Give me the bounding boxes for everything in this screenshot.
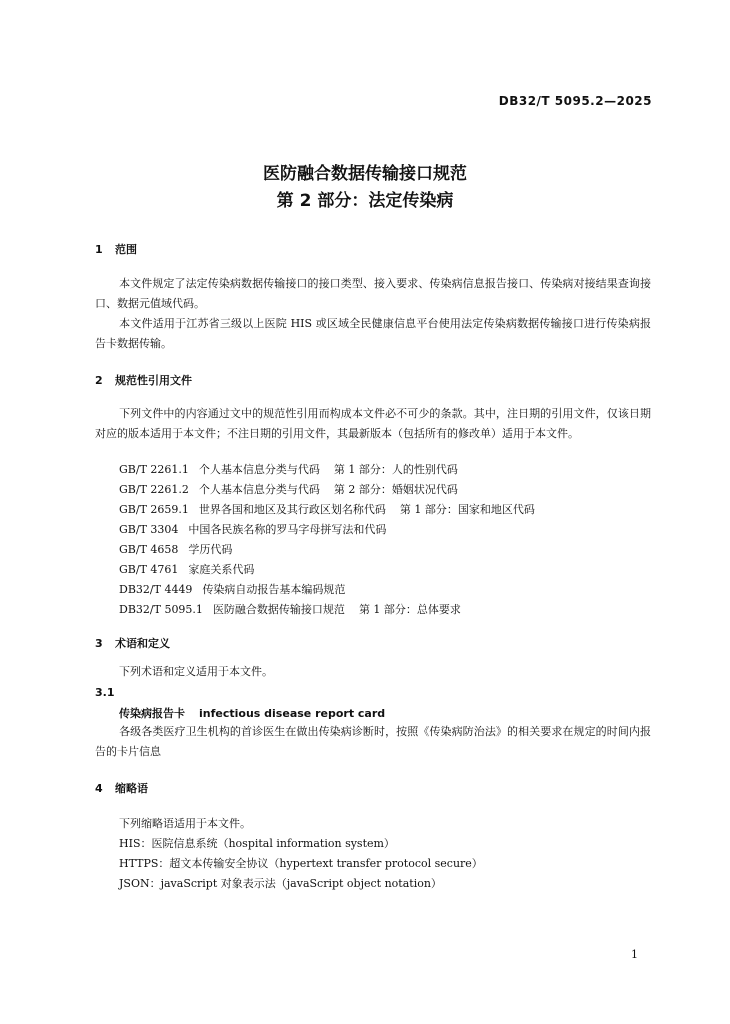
reference-item: GB/T 2261.1 个人基本信息分类与代码 第 1 部分：人的性别代码: [119, 463, 458, 476]
section-1-heading: [95, 241, 137, 257]
section-number: 3: [95, 637, 103, 650]
section-1-paragraph-2: 本文件适用于江苏省三级以上医院 HIS 或区域全民健康信息平台使用法定传染病数据传输接口进行传染病报告卡数据传输。: [95, 317, 651, 350]
section-title: 缩略语: [115, 782, 148, 795]
section-3-heading: [95, 635, 170, 651]
section-number: 1: [95, 243, 103, 256]
document-subtitle: 第 2 部分：法定传染病: [276, 191, 454, 211]
document-number: DB32/T 5095.2—2025: [498, 94, 652, 108]
section-number: 2: [95, 374, 103, 387]
reference-item: DB32/T 5095.1 医防融合数据传输接口规范 第 1 部分：总体要求: [119, 603, 461, 616]
reference-item: GB/T 3304 中国各民族名称的罗马字母拼写法和代码: [119, 523, 387, 536]
section-number: 4: [95, 782, 103, 795]
reference-item: DB32/T 4449 传染病自动报告基本编码规范: [119, 583, 346, 596]
abbreviation-item: HIS：医院信息系统（hospital information system）: [119, 837, 395, 850]
document-title: 医防融合数据传输接口规范: [263, 164, 467, 184]
term-definition: 各级各类医疗卫生机构的首诊医生在做出传染病诊断时，按照《传染病防治法》的相关要求在规定的时间内报告的卡片信息: [95, 725, 651, 758]
section-title: 术语和定义: [115, 637, 170, 650]
section-title: 范围: [115, 243, 137, 256]
section-4-intro: 下列缩略语适用于本文件。: [119, 817, 251, 830]
term-number: 3.1: [95, 686, 115, 699]
abbreviation-item: HTTPS：超文本传输安全协议（hypertext transfer protocol secure）: [119, 857, 483, 870]
section-2-intro: 下列文件中的内容通过文中的规范性引用而构成本文件必不可少的条款。其中，注日期的引用文件，仅该日期对应的版本适用于本文件；不注日期的引用文件，其最新版本（包括所有的修改单）适用于本文件。: [95, 407, 651, 440]
term-name: 传染病报告卡 infectious disease report card: [119, 707, 386, 720]
section-title: 规范性引用文件: [115, 374, 192, 387]
section-3-intro: 下列术语和定义适用于本文件。: [119, 665, 273, 678]
abbreviation-item: JSON：javaScript 对象表示法（javaScript object notation）: [119, 877, 442, 890]
section-1-paragraph-1: 本文件规定了法定传染病数据传输接口的接口类型、接入要求、传染病信息报告接口、传染病对接结果查询接口、数据元值域代码。: [95, 277, 651, 310]
section-4-heading: [95, 780, 148, 796]
section-2-heading: [95, 372, 192, 388]
reference-item: GB/T 4658 学历代码: [119, 543, 233, 556]
page-number: 1: [631, 948, 638, 961]
reference-item: GB/T 4761 家庭关系代码: [119, 563, 255, 576]
reference-item: GB/T 2659.1 世界各国和地区及其行政区划名称代码 第 1 部分：国家和地区代码: [119, 503, 535, 516]
reference-item: GB/T 2261.2 个人基本信息分类与代码 第 2 部分：婚姻状况代码: [119, 483, 458, 496]
